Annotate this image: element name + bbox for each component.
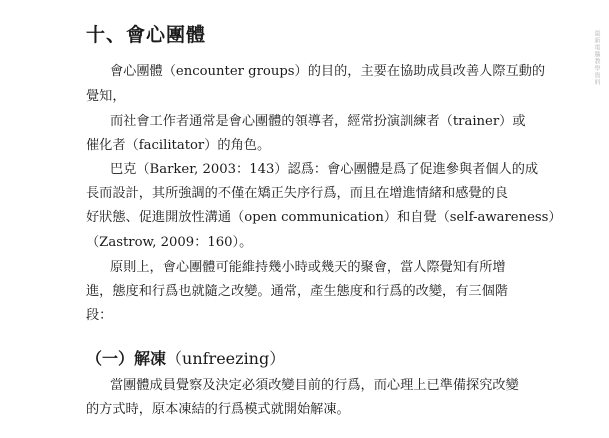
paragraph-line: 進，態度和行爲也就隨之改變。通常，產生態度和行爲的改變，有三個階: [86, 284, 508, 299]
paragraph-line: 當團體成員覺察及決定必須改變目前的行爲，而心理上已準備探究改變: [110, 378, 519, 393]
paragraph-line: 會心團體（encounter groups）的目的，主要在協助成員改善人際互動的: [110, 64, 546, 79]
paragraph-line: 好狀態、促進開放性溝通（open communication）和自覺（self-awareness）: [86, 210, 562, 225]
paragraph-line: 而社會工作者通常是會心團體的領導者，經常扮演訓練者（trainer）或: [110, 114, 526, 129]
subsection-heading: [86, 346, 285, 369]
paragraph-line: 段：: [86, 308, 113, 323]
paragraph-line: 長而設計，其所強調的不僅在矯正失序行爲，而且在增進情緒和感覺的良: [86, 186, 508, 201]
paragraph-line: 催化者（facilitator）的角色。: [86, 138, 271, 153]
subsection-label: （一）解凍: [86, 349, 167, 368]
paragraph-line: 巴克（Barker, 2003：143）認爲：會心團體是爲了促進參與者個人的成: [110, 162, 539, 177]
paragraph-line: 原則上，會心團體可能維持幾小時或幾天的聚會，當人際覺知有所增: [110, 260, 506, 275]
paragraph-line: （Zastrow, 2009：160）。: [86, 235, 253, 250]
section-heading: 十、會心團體: [86, 24, 207, 46]
paragraph-line: 的方式時，原本凍結的行爲模式就開始解凍。: [86, 402, 350, 417]
side-watermark: 最新電腦教學資料: [593, 30, 600, 86]
subsection-english: （unfreezing）: [166, 349, 286, 368]
paragraph-line: 覺知，: [86, 89, 126, 104]
